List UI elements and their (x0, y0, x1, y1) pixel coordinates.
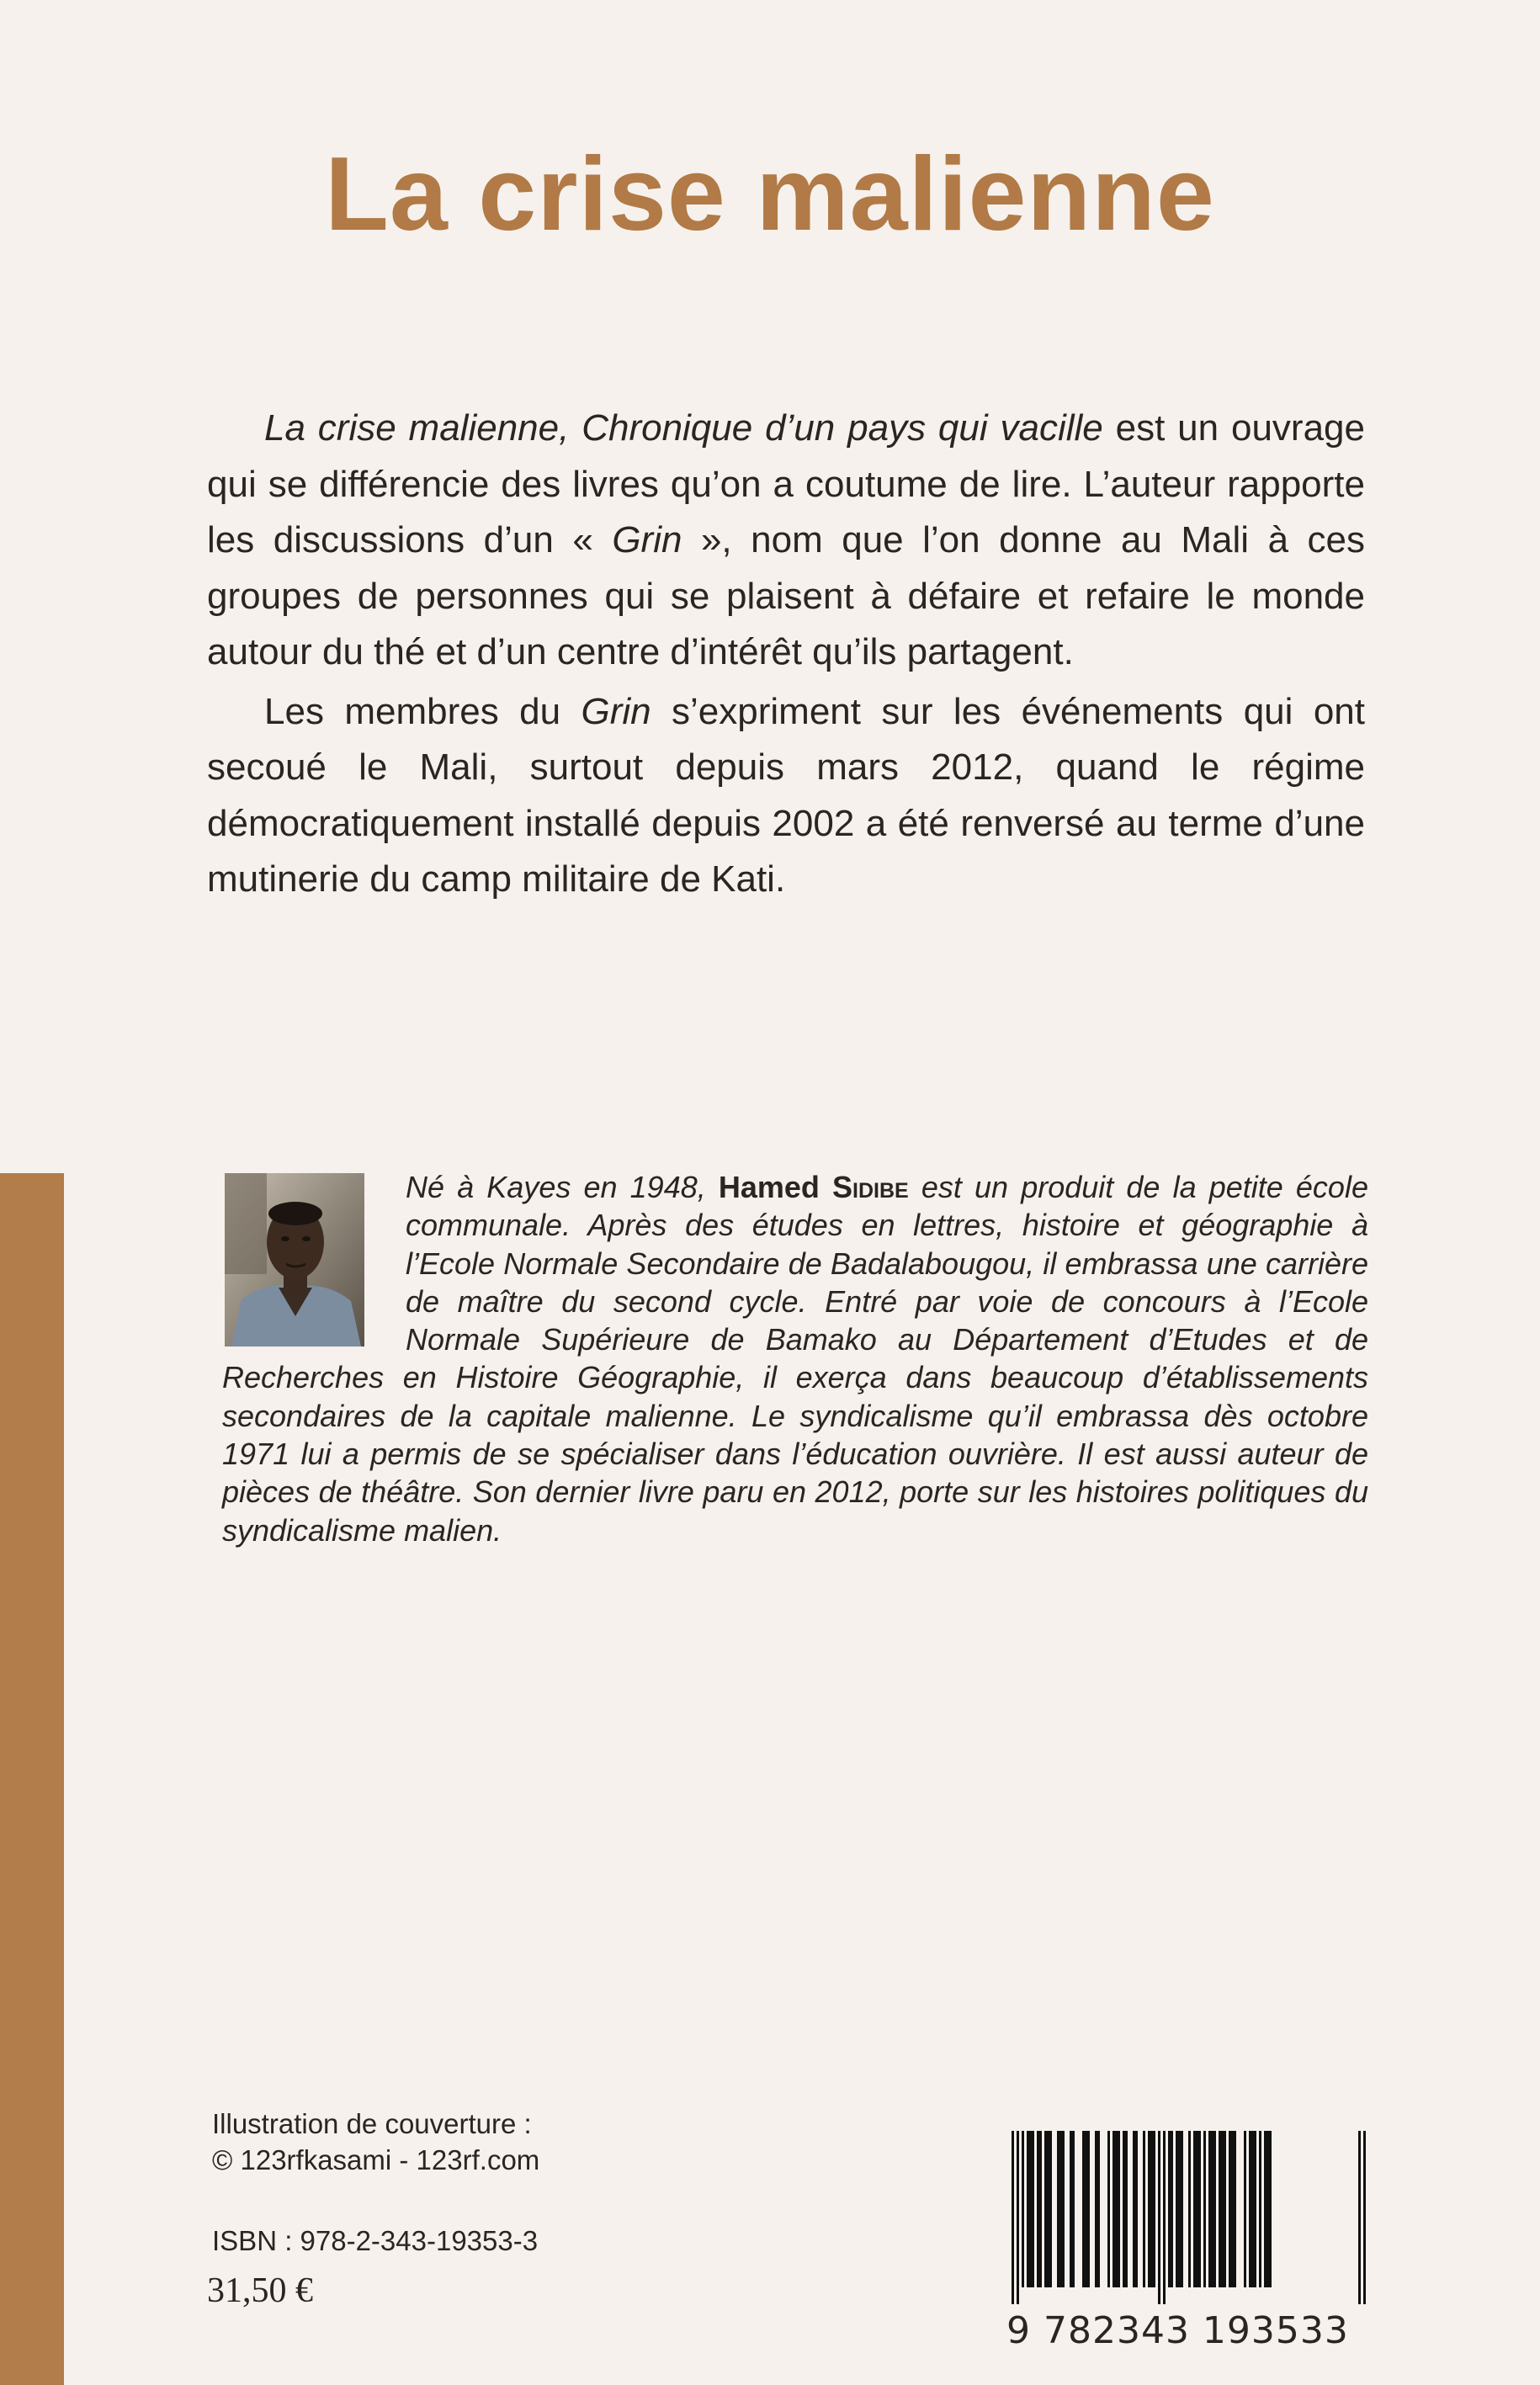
barcode-bar (1188, 2131, 1191, 2287)
blurb-grin-term: Grin (612, 519, 682, 560)
blurb-paragraph-2 (207, 684, 1365, 908)
blurb-text: est un ouvrage qui se différencie des livres qu’on a coutume de lire. L’auteur rapporte les discussions d’un « (207, 407, 1365, 560)
barcode-bar (1044, 2131, 1052, 2287)
bio-intro: Né à Kayes en 1948, (406, 1170, 719, 1204)
barcode-bar (1264, 2131, 1272, 2287)
book-title: La crise malienne (325, 136, 1215, 252)
bio-text: est un produit de la petite école communale. Après des études en lettres, histoire et géographie à l’Ecole Normale Secondaire de Badalabougou, il embrassa une carrière de maître du second cycle. Entré par voie de concours à l’Ecole Normale Supérieure de Bamako au Département d’Etudes et de Recherches en Histoire Géographie, il exerça dans beaucoup d’établissements secondaires de la capitale malienne. Le syndicalisme qu’il embrassa dès octobre 1971 lui a permis de se spécialiser dans l’éducation ouvrière. Il est aussi auteur de pièces de théâtre. Son dernier livre paru en 2012, porte sur les histoires politiques du syndicalisme malien. (222, 1170, 1368, 1548)
blurb-text: », nom que l’on donne au Mali à ces groupes de personnes qui se plaisent à défaire et refaire le monde autour du thé et d’un centre d’intérêt qu’ils partagent. (207, 519, 1366, 672)
barcode-bar (1219, 2131, 1226, 2287)
barcode-bar (1027, 2131, 1034, 2287)
barcode-bar (1070, 2131, 1075, 2287)
barcode-guard-bar (1363, 2131, 1366, 2304)
barcode-bar (1208, 2131, 1216, 2287)
blurb-title-italic: La crise malienne, Chronique d’un pays qui vacille (264, 407, 1103, 449)
credit-line-1: Illustration de couverture : (212, 2108, 532, 2139)
barcode-bar (1107, 2131, 1110, 2287)
barcode-bar (1244, 2131, 1246, 2287)
barcode-bar (1148, 2131, 1155, 2287)
author-bio (222, 1168, 1368, 1549)
book-blurb (207, 401, 1365, 911)
barcode-digits: 9 782343 193533 (1006, 2309, 1349, 2352)
credit-line-2: © 123rfkasami - 123rf.com (212, 2144, 540, 2175)
barcode-bar (1168, 2131, 1173, 2287)
author-last-name: Sidibe (832, 1170, 909, 1204)
barcode-bar (1193, 2131, 1201, 2287)
blurb-paragraph-1 (207, 401, 1365, 681)
barcode-bar (1022, 2131, 1024, 2287)
blurb-grin-term: Grin (581, 690, 651, 732)
barcode-bar (1082, 2131, 1090, 2287)
barcode-bar (1176, 2131, 1183, 2287)
side-color-band (0, 1173, 64, 2385)
barcode-guard-bar (1017, 2131, 1019, 2304)
barcode-guard-bar (1163, 2131, 1166, 2304)
barcode-guard-bar (1158, 2131, 1160, 2304)
author-first-name: Hamed (718, 1170, 833, 1204)
barcode-guard-bar (1358, 2131, 1361, 2304)
blurb-text: Les membres du (264, 690, 581, 732)
barcode-bar (1113, 2131, 1120, 2287)
barcode-guard-bar (1012, 2131, 1014, 2304)
barcode-bar (1037, 2131, 1042, 2287)
price: 31,50 € (207, 2271, 313, 2310)
cover-credit (212, 2106, 539, 2178)
barcode-bar (1057, 2131, 1065, 2287)
barcode (1006, 2131, 1373, 2304)
barcode-bar (1095, 2131, 1100, 2287)
barcode-bar (1123, 2131, 1128, 2287)
barcode-bar (1143, 2131, 1145, 2287)
photo-spacer (222, 1168, 406, 1357)
barcode-bar (1133, 2131, 1138, 2287)
blurb-text: s’expriment sur les événements qui ont secoué le Mali, surtout depuis mars 2012, quand le régime démocratiquement installé depuis 2002 a été renversé au terme d’une mutinerie du camp militaire de Kati. (207, 690, 1365, 900)
barcode-bar (1259, 2131, 1261, 2287)
barcode-bar (1249, 2131, 1256, 2287)
barcode-bar (1229, 2131, 1236, 2287)
author-name (719, 1170, 909, 1204)
barcode-bar (1203, 2131, 1206, 2287)
isbn: ISBN : 978-2-343-19353-3 (212, 2225, 539, 2256)
